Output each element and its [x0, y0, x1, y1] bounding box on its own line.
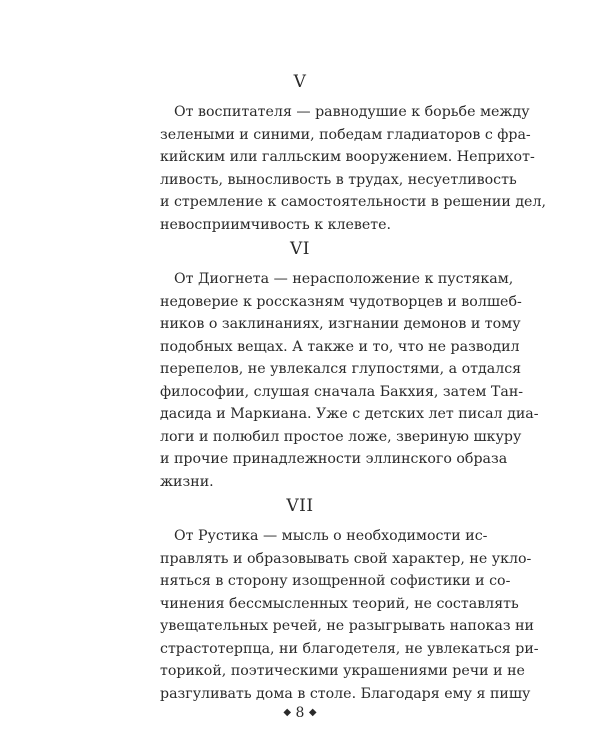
- section-vii-line-8: разгуливать дома в столе. Благодаря ему я пишу: [160, 685, 531, 702]
- section-v-line-2: зелеными и синими, победам гладиаторов с фра-: [160, 126, 531, 143]
- page-number: 8: [295, 705, 305, 721]
- section-vi-line-3: ников о заклинаниях, изгнании демонов и тому: [160, 316, 521, 332]
- ornament-left-icon: ◆: [283, 707, 292, 718]
- section-vi-line-4: подобных вещах. А также и то, что не разводил: [160, 338, 520, 355]
- section-v-line-6: невосприимчивость к клевете.: [160, 216, 391, 233]
- section-vii-line-4: чинения бессмысленных теорий, не составлять: [160, 595, 519, 612]
- section-v-line-5: и стремление к самостоятельности в решении дел,: [160, 194, 546, 210]
- section-vii-line-3: няться в сторону изощренной софистики и со-: [160, 573, 511, 589]
- section-vi-line-8: логи и полюбил простое ложе, звериную шкуру: [160, 428, 522, 445]
- section-v-line-4: ливость, выносливость в трудах, несуетливость: [160, 171, 517, 188]
- section-heading-v: V: [293, 72, 307, 92]
- section-vi-line-6: философии, слушая сначала Бакхия, затем Тан-: [160, 383, 524, 400]
- section-vii-line-1: От Рустика — мысль о необходимости ис-: [174, 528, 488, 544]
- section-v-line-3: кийским или галльским вооружением. Неприхот-: [160, 149, 535, 165]
- section-vi-line-5: перепелов, не увлекался глупостями, а отдался: [160, 361, 522, 377]
- section-vi-line-7: дасида и Маркиана. Уже с детских лет писал диа-: [160, 406, 539, 422]
- section-vi-line-10: жизни.: [160, 473, 214, 490]
- section-vi-line-9: и прочие принадлежности эллинского образа: [160, 451, 508, 467]
- section-heading-vii: VII: [286, 496, 314, 516]
- section-vii-line-7: торикой, поэтическими украшениями речи и не: [160, 663, 525, 679]
- section-vi-line-2: недоверие к россказням чудотворцев и волшеб-: [160, 293, 522, 310]
- ornament-right-icon: ◆: [308, 707, 317, 718]
- section-vi-line-1: От Диогнета — нерасположение к пустякам,: [174, 271, 514, 287]
- page-footer: [0, 705, 600, 721]
- section-vii-line-5: увещательных речей, не разыгрывать напоказ ни: [160, 618, 535, 634]
- section-heading-vi: VI: [290, 239, 310, 259]
- section-vii-line-6: страстотерпца, ни благодетеля, не увлекаться ри-: [160, 640, 539, 657]
- section-v-line-1: От воспитателя — равнодушие к борьбе между: [174, 104, 530, 120]
- section-vii-line-2: правлять и образовывать свой характер, не укло-: [160, 550, 532, 567]
